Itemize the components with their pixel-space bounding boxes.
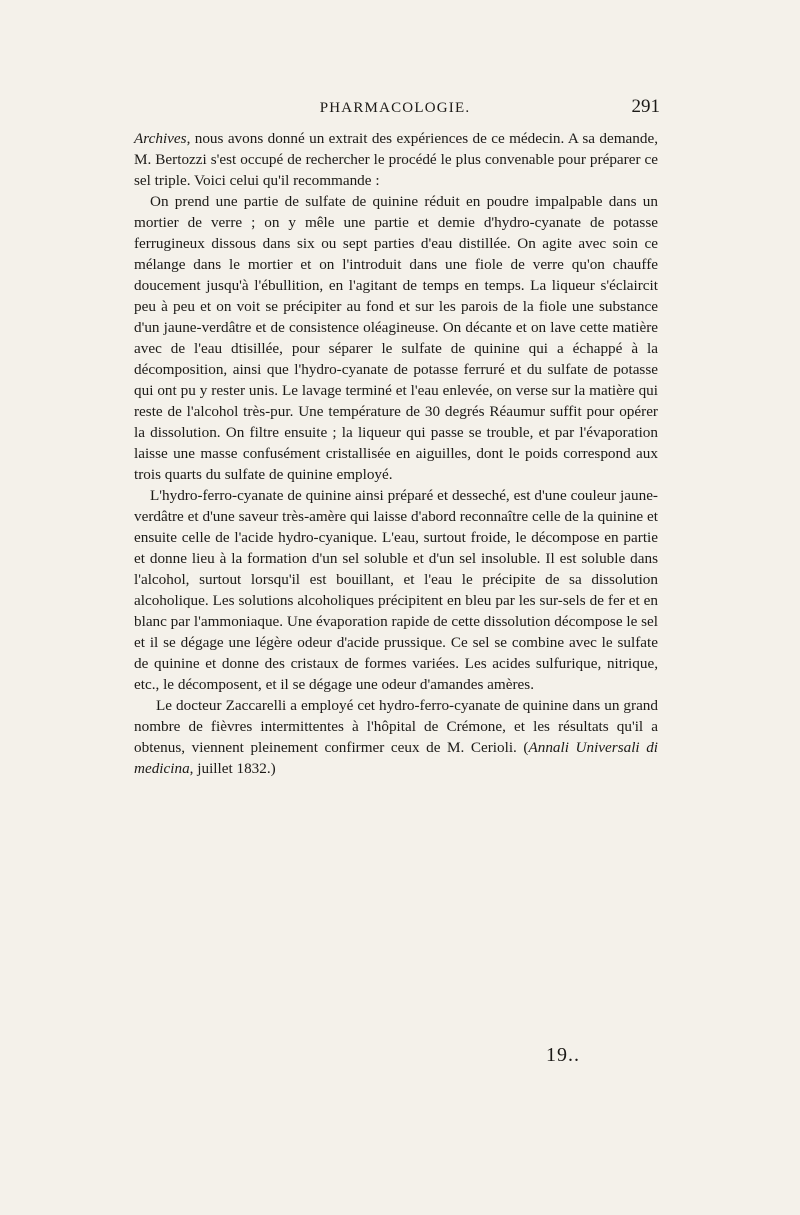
body-text xyxy=(134,128,658,779)
paragraph-4-text-after: , juillet 1832.) xyxy=(189,760,276,777)
journal-citation: Annali Universali di medicina xyxy=(134,739,659,777)
page-header xyxy=(130,94,660,120)
running-title: PHARMACOLOGIE. xyxy=(319,100,471,116)
page-number: 291 xyxy=(631,96,660,117)
paragraph-1-text: , nous avons donné un extrait des expériences de ce médecin. A sa demande, M. Bertozzi s'est occupé de rechercher le procédé le plus convenable pour préparer ce sel triple. Voici celui qu'il recommande : xyxy=(134,130,658,189)
paragraph-2: On prend une partie de sulfate de quinine réduit en poudre impalpable dans un mortier de verre ; on y mêle une partie et demie d'hydro-cyanate de potasse ferrugineux dissous dans six ou sept parties d'eau distillée. On agite avec soin ce mélange dans le mortier et on l'introduit dans une fiole de verre qu'on chauffe doucement jusqu'à l'ébullition, en l'agitant de temps en temps. La liqueur s'éclaircit peu à peu et on voit se précipiter au fond et sur les parois de la fiole une substance d'un jaune-verdâtre et de consistence oléagineuse. On décante et on lave cette matière avec de l'eau dtisillée, pour séparer le sulfate de quinine qui a échappé à la décomposition, ainsi que l'hydro-cyanate de potasse ferruré et du sulfate de potasse qui ont pu y rester unis. Le lavage terminé et l'eau enlevée, on verse sur la matière qui reste de l'alcohol très-pur. Une température de 30 degrés Réaumur suffit pour opérer la dissolution. On filtre ensuite ; la liqueur qui passe se trouble, et par l'évaporation laisse une masse confusément cristallisée en aiguilles, dont le poids correspond aux trois quarts du sulfate de quinine employé. xyxy=(134,193,658,483)
paragraph-3: L'hydro-ferro-cyanate de quinine ainsi préparé et desseché, est d'une couleur jaune-verdâtre et d'une saveur très-amère qui laisse d'abord reconnaître celle de la quinine et ensuite celle de l'acide hydro-cyanique. L'eau, surtout froide, le décompose en partie et donne lieu à la formation d'un sel soluble et d'un sel insoluble. Il est soluble dans l'alcohol, surtout lorsqu'il est bouillant, et l'eau le précipite de sa dissolution alcoholique. Les solutions alcoholiques précipitent en bleu par les sur-sels de fer et en blanc par l'ammoniaque. Une évaporation rapide de cette dissolution décompose le sel et il se dégage une légère odeur d'acide prussique. Ce sel se combine avec le sulfate de quinine et donne des cristaux de formes variées. Les acides sulfurique, nitrique, etc., le décomposent, et il se dégage une odeur d'amandes amères. xyxy=(134,487,658,693)
signature-mark: 19.. xyxy=(546,1044,580,1066)
paragraph-1 xyxy=(134,128,658,191)
paragraph-4 xyxy=(134,695,658,779)
paragraph-4-text-before: Le docteur Zaccarelli a employé cet hydro-ferro-cyanate de quinine dans un grand nombre de fièvres intermittentes à l'hôpital de Crémone, et les résultats qu'il a obtenus, viennent pleinement confirmer ceux de M. Cerioli. ( xyxy=(134,697,658,756)
archives-italic: Archives xyxy=(134,130,187,147)
